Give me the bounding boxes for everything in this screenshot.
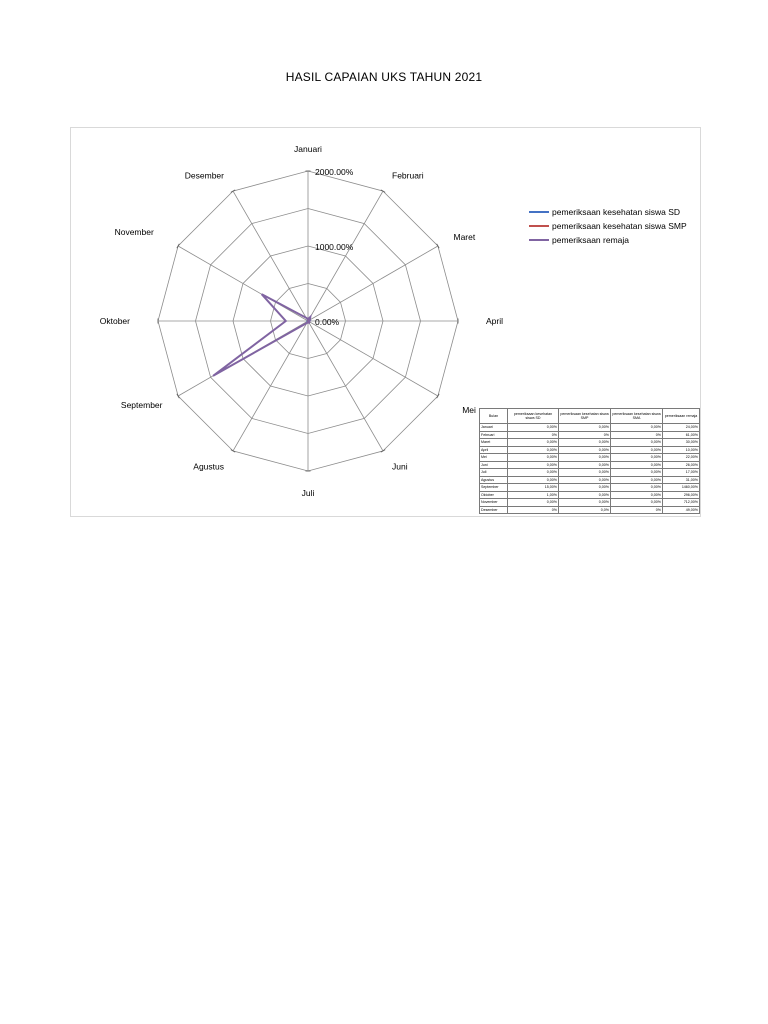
legend-label: pemeriksaan remaja [552,235,630,245]
radial-tick-label: 1000.00% [315,242,354,252]
table-cell-value: 22,00% [663,454,700,462]
table-cell-value: 0,00% [611,469,663,477]
grid-spoke [233,321,308,451]
table-cell-value: 0% [611,506,663,514]
table-cell-value: 0,00% [508,499,559,507]
data-point [306,322,307,323]
table-row [480,461,700,469]
category-label: Juni [392,461,408,472]
grid-spoke [308,321,438,396]
table-cell-value: 26,00% [663,461,700,469]
table-cell-value: 61,00% [663,431,700,439]
table-cell-value: 0,00% [508,439,559,447]
table-cell-value: 0% [508,506,559,514]
table-cell-value: 0,00% [611,439,663,447]
table-cell-value: 17,00% [663,469,700,477]
grid-spoke [308,191,383,321]
table-row [480,499,700,507]
table-cell-month: Februari [480,431,508,439]
table-cell-value: 0,00% [559,476,611,484]
table-cell-value: 49,00% [663,506,700,514]
table-body [480,424,700,514]
table-row [480,491,700,499]
table-cell-value: 0,00% [559,499,611,507]
table-row [480,454,700,462]
table-cell-value: 10,00% [663,446,700,454]
table-cell-value: 15,00% [508,484,559,492]
legend-swatch-remaja [529,239,549,241]
table-cell-value: 1460,00% [663,484,700,492]
table-cell-value: 0,00% [559,439,611,447]
table-cell-value: 0,00% [559,469,611,477]
table-cell-value: 24,00% [663,424,700,432]
table-cell-value: 0,00% [611,461,663,469]
table-cell-month: Juni [480,461,508,469]
legend-item [529,205,699,219]
table-cell-month: Oktober [480,491,508,499]
table-row [480,484,700,492]
table-cell-value: 30,00% [663,439,700,447]
data-point [309,319,310,320]
table-cell-value: 0,0% [559,506,611,514]
radial-tick-label: 0.00% [315,317,340,327]
data-point [307,319,308,320]
table-cell-month: November [480,499,508,507]
table-header: pemeriksaan kesehatan siswa SMA [611,409,663,424]
legend-swatch-smp [529,225,549,227]
table-cell-month: Desember [480,506,508,514]
category-label: Januari [294,144,322,154]
table-row [480,506,700,514]
table-cell-value: 712,00% [663,499,700,507]
grid-spoke [178,246,308,321]
table-cell-value: 0,00% [508,424,559,432]
table-cell-value: 0% [559,431,611,439]
table-cell-value: 0,00% [508,469,559,477]
table-cell-value: 0,00% [508,476,559,484]
grid-spoke [308,321,383,451]
table-row [480,469,700,477]
table-cell-value: 0,00% [611,446,663,454]
table-cell-month: Agustus [480,476,508,484]
table-cell-month: Maret [480,439,508,447]
data-table [479,408,700,514]
table-cell-value: 31,00% [663,476,700,484]
chart-legend [529,205,699,247]
table-cell-value: 0,00% [508,461,559,469]
table-cell-value: 0,00% [559,484,611,492]
table-cell-value: 0,00% [611,454,663,462]
table-cell-value: 0,00% [559,461,611,469]
table-cell-value: 0,00% [611,491,663,499]
data-point [310,316,311,317]
grid-spoke [308,246,438,321]
category-label: Desember [184,170,224,181]
category-label: Agustus [193,461,224,472]
table-header: pemeriksaan kesehatan siswa SD [508,409,559,424]
table-cell-value: 0,00% [611,424,663,432]
table-cell-value: 0,00% [611,484,663,492]
table-cell-value: 0,00% [508,446,559,454]
table-cell-value: 0,00% [611,499,663,507]
table-cell-value: 0,00% [559,446,611,454]
chart-area [70,127,701,517]
table-row [480,424,700,432]
table-cell-month: September [480,484,508,492]
table-cell-month: April [480,446,508,454]
data-point [261,294,262,295]
table-header: pemeriksaan kesehatan siswa SMP [559,409,611,424]
category-label: April [486,316,504,326]
table-cell-value: 0,00% [559,424,611,432]
table-cell-value: 0% [611,431,663,439]
table-header: pemeriksaan remaja [663,409,700,424]
table-cell-value: 296,00% [663,491,700,499]
grid-spoke [233,191,308,321]
table-row [480,431,700,439]
data-point [285,320,286,321]
category-label: November [114,227,154,237]
table-row [480,446,700,454]
table-row [480,476,700,484]
data-point [213,375,214,376]
series-line-2 [213,294,310,376]
legend-swatch-sd [529,211,549,213]
table-cell-value: 1,00% [508,491,559,499]
category-label: Mei [462,405,476,415]
table-cell-month: Januari [480,424,508,432]
category-label: Februari [392,170,424,181]
category-label: Juli [301,488,315,498]
category-label: Oktober [99,316,130,326]
data-point [306,317,307,318]
data-point [307,322,308,323]
legend-label: pemeriksaan kesehatan siswa SMP [552,221,687,231]
table-cell-value: 0,00% [611,476,663,484]
page-title: HASIL CAPAIAN UKS TAHUN 2021 [285,70,483,84]
table-cell-value: 0,00% [559,454,611,462]
legend-label: pemeriksaan kesehatan siswa SD [552,207,681,217]
table-header: Bulan [480,409,508,424]
category-label: September [120,400,163,410]
table-cell-value: 0,00% [559,491,611,499]
category-label: Maret [453,232,476,242]
legend-item [529,233,699,247]
table-cell-month: Juli [480,469,508,477]
table-cell-value: 0% [508,431,559,439]
table-cell-month: Mei [480,454,508,462]
table-header-row [480,409,700,424]
table-row [480,439,700,447]
table-cell-value: 0,00% [508,454,559,462]
radial-tick-label: 2000.00% [315,167,354,177]
legend-item [529,219,699,233]
